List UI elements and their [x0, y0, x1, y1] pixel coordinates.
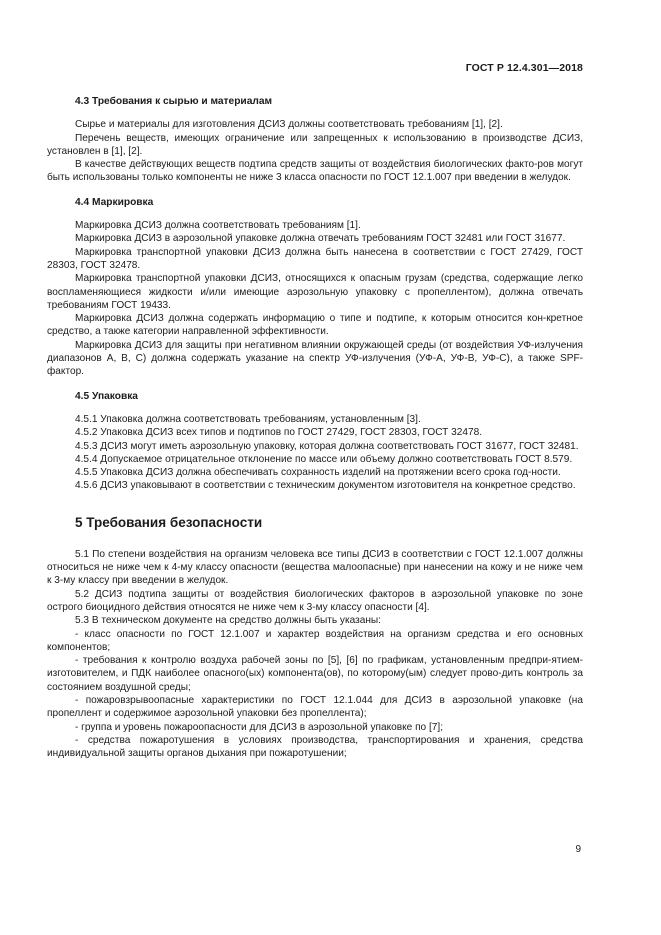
page-number: 9	[575, 844, 581, 855]
paragraph: 5.2 ДСИЗ подтипа защиты от воздействия биологических факторов в аэрозольной упаковке по зоне острого биоцидного действия относятся не ниже чем к 3-му классу опасности [4].	[47, 588, 583, 613]
paragraph: 5.1 По степени воздействия на организм человека все типы ДСИЗ в соответствии с ГОСТ 12.1.007 должны относиться не ниже чем к 4-му классу опасности (вещества малоопасные) при нанесении на кожу и не ниже чем к 3-му классу при введении в желудок.	[47, 548, 583, 587]
section-heading-4-3: 4.3 Требования к сырью и материалам	[75, 96, 273, 107]
doc-code-header: ГОСТ Р 12.4.301—2018	[465, 62, 583, 74]
paragraph: 4.5.3 ДСИЗ могут иметь аэрозольную упаковку, которая должна соответствовать ГОСТ 31677, ГОСТ 32481.	[75, 440, 579, 452]
paragraph: Маркировка ДСИЗ для защиты при негативном влиянии окружающей среды (от воздействия УФ-излучения диапазонов А, В, С) должна содержать указание на спектр УФ-излучения (УФ-А, УФ-В, УФ-С), а также SPF-фактор.	[47, 339, 584, 378]
paragraph: Маркировка транспортной упаковки ДСИЗ должна быть нанесена в соответствии с ГОСТ 27429, ГОСТ 28303, ГОСТ 32478.	[47, 246, 583, 271]
list-item: - требования к контролю воздуха рабочей зоны по [5], [6] по графикам, установленным предпри-ятием-изготовителем, и ПДК наиболее опасного(ых) компонента(ов), по которому(ым) следует прово-дить контроль за состоянием воздушной среды;	[47, 655, 583, 693]
paragraph: 4.5.1 Упаковка должна соответствовать требованиям, установленным [3].	[75, 413, 421, 425]
paragraph: Перечень веществ, имеющих ограничение или запрещенных к использованию в производстве ДСИЗ, установлен в [1], [2].	[47, 132, 583, 157]
section-heading-4-4: 4.4 Маркировка	[75, 196, 154, 208]
section-heading-5: 5 Требования безопасности	[75, 514, 263, 530]
paragraph: 4.5.5 Упаковка ДСИЗ должна обеспечивать сохранность изделий на протяжении всего срока год-ности.	[75, 467, 561, 479]
list-item: - группа и уровень пожароопасности для ДСИЗ в аэрозольной упаковке по [7];	[75, 721, 443, 733]
paragraph: 4.5.2 Упаковка ДСИЗ всех типов и подтипов по ГОСТ 27429, ГОСТ 28303, ГОСТ 32478.	[75, 427, 483, 439]
paragraph: Маркировка транспортной упаковки ДСИЗ, относящихся к опасным грузам (средства, содержащие легко воспламеняющиеся жидкости и/или имеющие аэрозольную упаковку с пропеллентом), должна отвечать требованиям ГОСТ 19433.	[47, 273, 583, 311]
paragraph: 4.5.4 Допускаемое отрицательное отклонение по массе или объему должно соответствовать ГОСТ 8.579.	[75, 453, 573, 465]
paragraph: 4.5.6 ДСИЗ упаковывают в соответствии с техническим документом изготовителя на конкретное средство.	[75, 480, 576, 492]
paragraph: Маркировка ДСИЗ в аэрозольной упаковке должна отвечать требованиям ГОСТ 32481 или ГОСТ 31677.	[75, 233, 566, 245]
paragraph: Сырье и материалы для изготовления ДСИЗ должны соответствовать требованиям [1], [2].	[75, 119, 503, 131]
paragraph: 5.3 В техническом документе на средство должны быть указаны:	[75, 615, 381, 627]
list-item: - средства пожаротушения в условиях производства, транспортирования и хранения, средства индивидуальной защиты органов дыхания при пожаротушении;	[47, 734, 583, 760]
section-heading-4-5: 4.5 Упаковка	[75, 390, 138, 402]
paragraph: Маркировка ДСИЗ должна соответствовать требованиям [1].	[75, 220, 361, 232]
list-item: - пожаровзрывоопасные характеристики по ГОСТ 12.1.044 для ДСИЗ в аэрозольной упаковке (на пропеллент и содержимое аэрозольной упаковки без пропеллента);	[47, 694, 583, 720]
page-content	[47, 95, 583, 760]
paragraph: В качестве действующих веществ подтипа средств защиты от воздействия биологических факто-ров могут быть использованы только компоненты не ниже 3 класса опасности по ГОСТ 12.1.007 при введении в желудок.	[47, 159, 583, 184]
list-item: - класс опасности по ГОСТ 12.1.007 и характер воздействия на организм средства и его основных компонентов;	[47, 628, 583, 653]
spacer	[47, 185, 583, 196]
paragraph: Маркировка ДСИЗ должна содержать информацию о типе и подтипе, к которым относится кон-кретное средство, а также категории направленной эффективности.	[47, 313, 583, 338]
spacer	[47, 493, 583, 515]
spacer	[47, 379, 583, 390]
